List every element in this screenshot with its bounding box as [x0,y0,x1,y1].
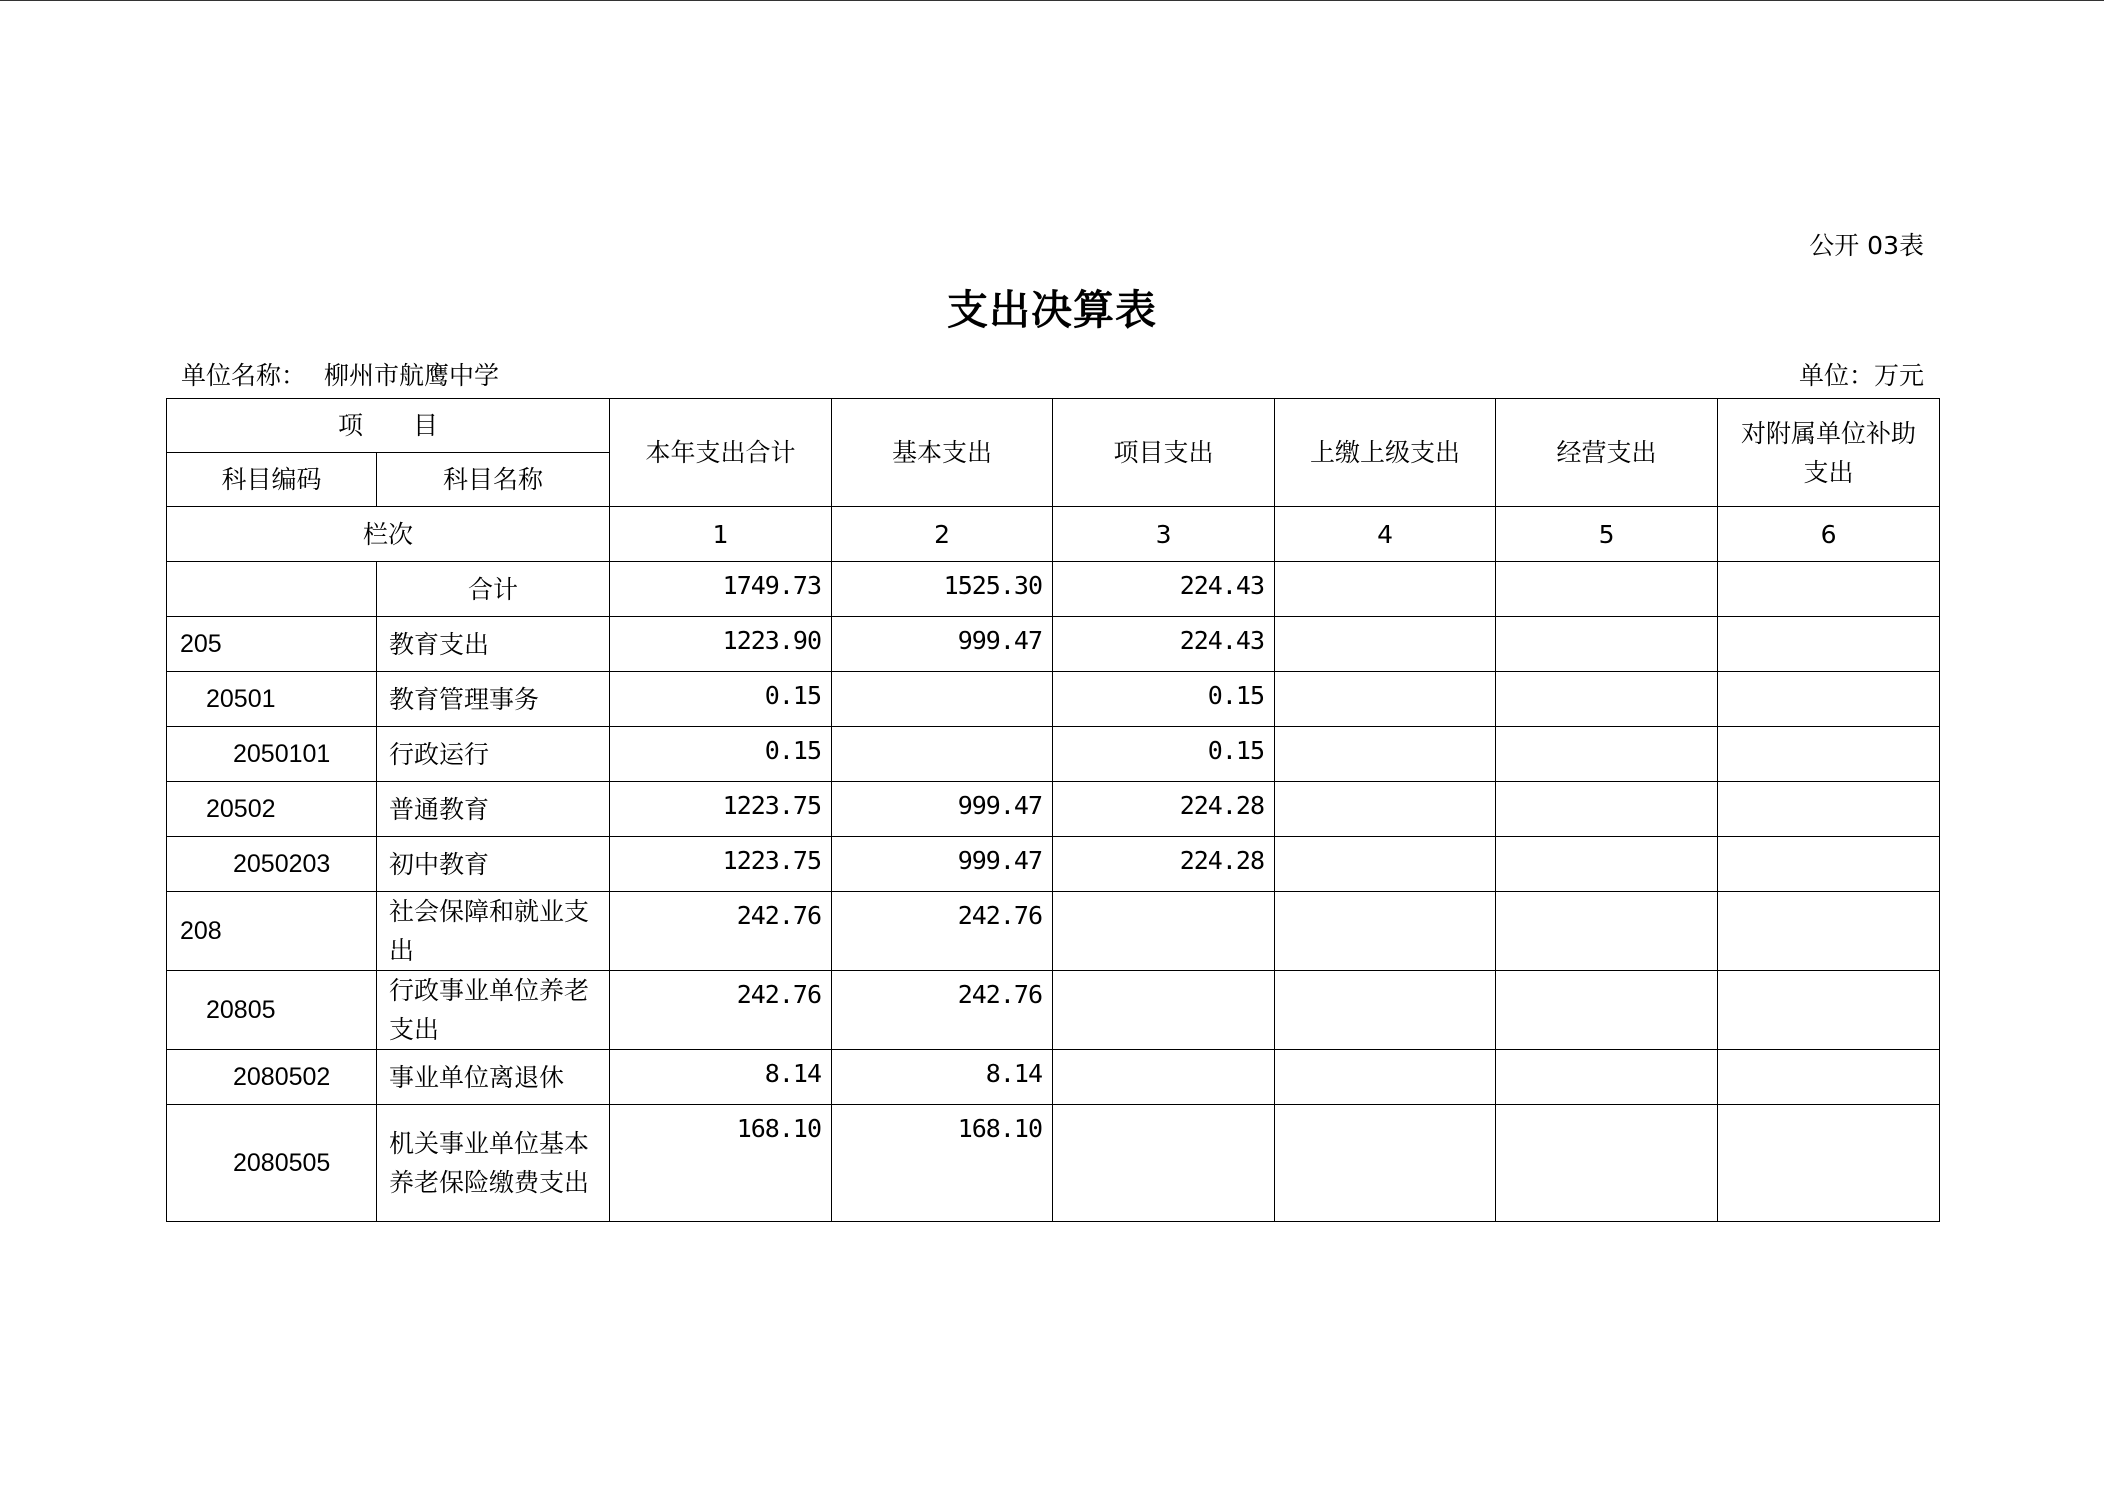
cell-total: 8.14 [610,1050,832,1105]
table-row [167,892,1940,971]
cell-project: 0.15 [1053,672,1275,727]
cell-superior [1275,562,1496,617]
cell-subsidy [1718,672,1940,727]
subject-name: 社会保障和就业支出 [377,892,610,971]
table-row-total [167,562,1940,617]
table-row [167,727,1940,782]
subject-name: 初中教育 [377,837,610,892]
cell-operation [1496,971,1718,1050]
cell-basic: 242.76 [832,971,1053,1050]
header-row-1 [167,399,1940,453]
cell-subsidy [1718,617,1940,672]
cell-superior [1275,892,1496,971]
cell-operation [1496,1105,1718,1222]
cell-subsidy [1718,892,1940,971]
subject-code: 2050203 [167,837,377,892]
subject-name: 事业单位离退休 [377,1050,610,1105]
subject-name: 教育管理事务 [377,672,610,727]
subject-code: 2080502 [167,1050,377,1105]
subject-name: 教育支出 [377,617,610,672]
column-number-row [167,507,1940,562]
column-number: 4 [1275,507,1496,562]
table-row [167,1105,1940,1222]
cell-project: 224.43 [1053,562,1275,617]
subject-code [167,562,377,617]
cell-superior [1275,837,1496,892]
table-row [167,782,1940,837]
subject-name: 行政事业单位养老支出 [377,971,610,1050]
header-project: 项目支出 [1053,399,1275,507]
cell-total: 1223.75 [610,782,832,837]
subject-code: 20501 [167,672,377,727]
cell-subsidy [1718,1105,1940,1222]
cell-basic: 999.47 [832,782,1053,837]
header-subsidy: 对附属单位补助支出 [1718,399,1940,507]
column-number: 6 [1718,507,1940,562]
header-basic: 基本支出 [832,399,1053,507]
column-number: 1 [610,507,832,562]
header-item: 项 目 [167,399,610,453]
column-number: 2 [832,507,1053,562]
header-total: 本年支出合计 [610,399,832,507]
subject-code: 20805 [167,971,377,1050]
cell-project [1053,1050,1275,1105]
cell-basic: 242.76 [832,892,1053,971]
cell-total: 0.15 [610,727,832,782]
cell-operation [1496,782,1718,837]
cell-operation [1496,562,1718,617]
cell-superior [1275,617,1496,672]
cell-subsidy [1718,782,1940,837]
table-row [167,837,1940,892]
cell-total: 1749.73 [610,562,832,617]
cell-basic: 1525.30 [832,562,1053,617]
cell-basic [832,727,1053,782]
unit-name-value: 柳州市航鹰中学 [324,361,500,390]
subject-code: 208 [167,892,377,971]
cell-project [1053,1105,1275,1222]
column-number: 5 [1496,507,1718,562]
cell-superior [1275,672,1496,727]
table-row [167,1050,1940,1105]
cell-superior [1275,727,1496,782]
cell-project: 224.28 [1053,782,1275,837]
column-number-label: 栏次 [167,507,610,562]
subject-name: 行政运行 [377,727,610,782]
cell-operation [1496,837,1718,892]
cell-project [1053,971,1275,1050]
subject-code: 20502 [167,782,377,837]
cell-total: 168.10 [610,1105,832,1222]
subject-code: 2050101 [167,727,377,782]
cell-basic: 999.47 [832,837,1053,892]
subject-code: 205 [167,617,377,672]
expenditure-table [166,398,1940,1222]
cell-basic: 999.47 [832,617,1053,672]
table-row [167,971,1940,1050]
subject-name: 合计 [377,562,610,617]
header-operation: 经营支出 [1496,399,1718,507]
cell-project [1053,892,1275,971]
table-row [167,672,1940,727]
cell-superior [1275,1050,1496,1105]
cell-operation [1496,672,1718,727]
currency-unit: 单位：万元 [1798,361,1924,390]
cell-total: 0.15 [610,672,832,727]
cell-total: 1223.90 [610,617,832,672]
cell-basic: 168.10 [832,1105,1053,1222]
cell-superior [1275,1105,1496,1222]
cell-subsidy [1718,1050,1940,1105]
subject-code: 2080505 [167,1105,377,1222]
cell-project: 224.28 [1053,837,1275,892]
page-title: 支出决算表 [947,286,1157,334]
form-number: 公开 03表 [1809,231,1924,260]
cell-operation [1496,617,1718,672]
table-row [167,617,1940,672]
cell-operation [1496,727,1718,782]
column-number: 3 [1053,507,1275,562]
header-code: 科目编码 [167,453,377,507]
cell-project: 224.43 [1053,617,1275,672]
header-name: 科目名称 [377,453,610,507]
unit-name-line [181,356,499,392]
subject-name: 普通教育 [377,782,610,837]
cell-project: 0.15 [1053,727,1275,782]
cell-total: 242.76 [610,892,832,971]
cell-subsidy [1718,562,1940,617]
cell-subsidy [1718,727,1940,782]
cell-basic [832,672,1053,727]
cell-subsidy [1718,971,1940,1050]
cell-total: 242.76 [610,971,832,1050]
unit-name-label: 单位名称： [181,361,307,390]
subject-name: 机关事业单位基本养老保险缴费支出 [377,1105,610,1222]
cell-operation [1496,892,1718,971]
cell-operation [1496,1050,1718,1105]
cell-basic: 8.14 [832,1050,1053,1105]
cell-subsidy [1718,837,1940,892]
cell-total: 1223.75 [610,837,832,892]
header-superior: 上缴上级支出 [1275,399,1496,507]
cell-superior [1275,971,1496,1050]
cell-superior [1275,782,1496,837]
